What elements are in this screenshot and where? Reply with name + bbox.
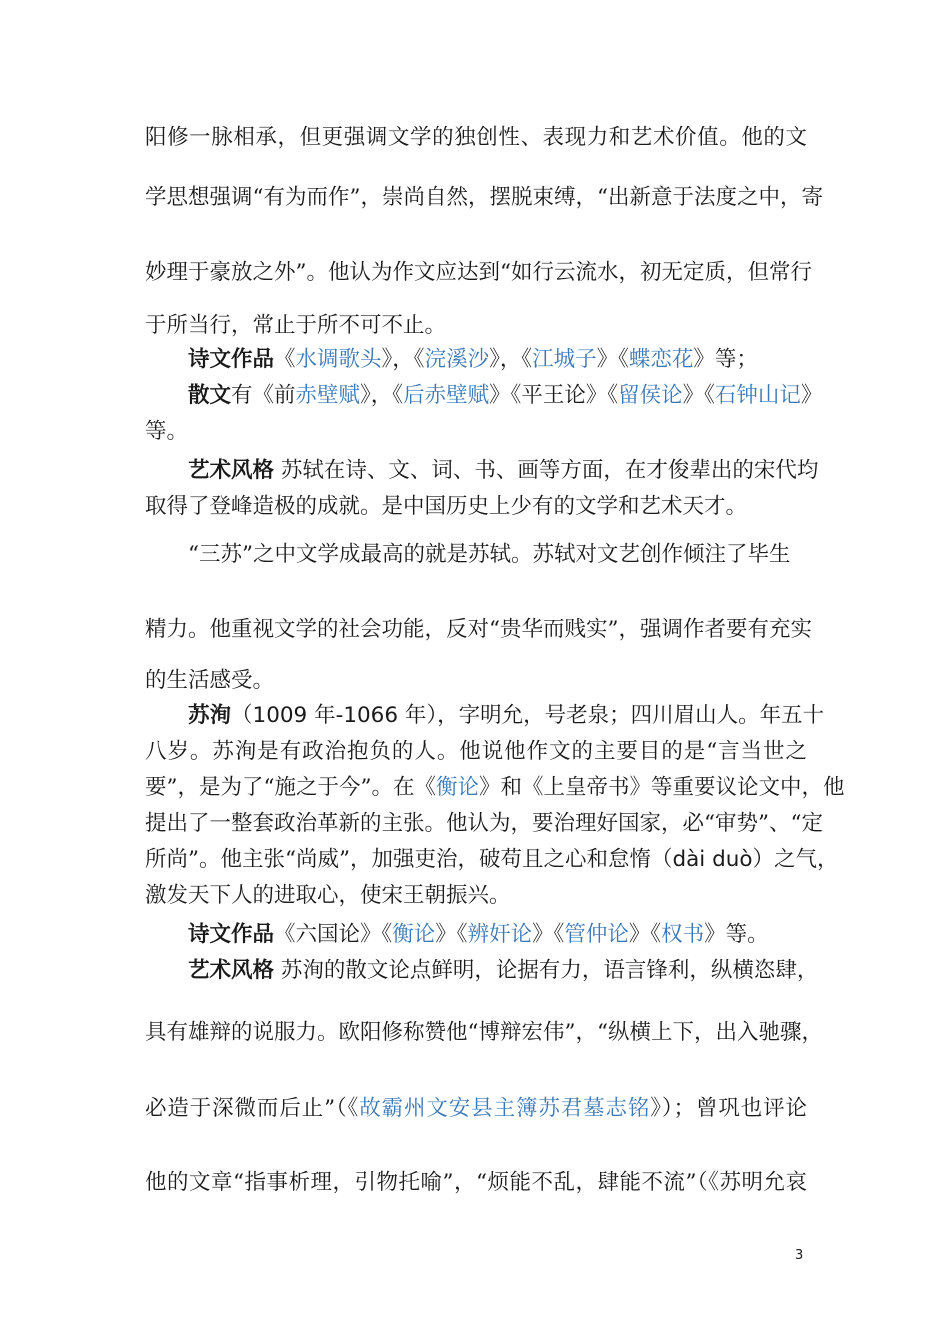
work-link[interactable]: 辨奸论 xyxy=(467,922,533,947)
section-label: 诗文作品 xyxy=(188,347,275,372)
section-label: 艺术风格 xyxy=(188,958,275,983)
text: 》《 xyxy=(628,922,662,947)
section-label: 散文 xyxy=(188,383,232,408)
text: 苏洵的散文论点鲜明，论据有力，语言锋利，纵横恣肆， xyxy=(280,958,819,983)
text: 有《前 xyxy=(231,383,296,408)
text-line: “三苏”之中文学成最高的就是苏轼。苏轼对文艺创作倾注了毕生 xyxy=(188,542,791,567)
prose-works-line xyxy=(188,381,823,411)
style-line xyxy=(188,956,819,986)
work-link[interactable]: 留侯论 xyxy=(618,383,683,408)
text-line: 等。 xyxy=(145,419,189,444)
text-line: 激发天下人的进取心，使宋王朝振兴。 xyxy=(145,883,511,908)
text: 所尚”。他主张“尚威”，加强吏治，破苟且之心和怠惰（ xyxy=(145,847,673,872)
text: 》《 xyxy=(532,922,565,947)
text-line: 提出了一整套政治革新的主张。他认为，要治理好国家，必“审势”、“定 xyxy=(145,811,823,836)
text-line: 的生活感受。 xyxy=(145,668,275,693)
work-link[interactable]: 蝶恋花 xyxy=(628,347,694,372)
text-line xyxy=(145,773,845,803)
text: 》，《 xyxy=(489,347,533,372)
work-link[interactable]: 衡论 xyxy=(392,922,436,947)
section-label: 诗文作品 xyxy=(188,922,275,947)
pinyin: dài duò xyxy=(672,847,753,872)
work-link[interactable]: 衡论 xyxy=(435,775,479,800)
work-link[interactable]: 浣溪沙 xyxy=(424,347,490,372)
text: 》等。 xyxy=(704,922,769,947)
text: 》《平王论》《 xyxy=(489,383,619,408)
work-link[interactable]: 水调歌头 xyxy=(295,347,382,372)
text-line: 八岁。苏洵是有政治抱负的人。他说他作文的主要目的是“言当世之 xyxy=(145,739,807,764)
text: 苏轼在诗、文、词、书、画等方面，在才俊辈出的宋代均 xyxy=(280,458,819,483)
style-line xyxy=(188,456,819,486)
suxun-line xyxy=(188,701,825,731)
text: 》，《 xyxy=(360,383,404,408)
work-link[interactable]: 石钟山记 xyxy=(714,383,801,408)
text: 》《 xyxy=(435,922,468,947)
poetry-works-line xyxy=(188,920,807,950)
text-line: 取得了登峰造极的成就。是中国历史上少有的文学和艺术天才。 xyxy=(145,494,748,519)
text: ，字明允，号老泉；四川眉山人。年五十 xyxy=(437,703,825,728)
text-line: 阳修一脉相承，但更强调文学的独创性、表现力和艺术价值。他的文 xyxy=(145,125,807,150)
text-line: 具有雄辩的说服力。欧阳修称赞他“博辩宏伟”，“纵横上下，出入驰骤， xyxy=(145,1020,823,1045)
text: 《 xyxy=(274,347,296,372)
work-link[interactable]: 故霸州文安县主簿苏君墓志铭 xyxy=(359,1096,651,1121)
text-line xyxy=(145,845,839,875)
work-link[interactable]: 赤壁赋 xyxy=(295,383,361,408)
work-link[interactable]: 管仲论 xyxy=(564,922,629,947)
text: 必造于深微而后止”（《 xyxy=(145,1096,360,1121)
text-line: 学思想强调“有为而作”，崇尚自然，摆脱束缚，“出新意于法度之中，寄 xyxy=(145,185,823,210)
text: 要”，是为了“施之于今”。在《 xyxy=(145,775,436,800)
text: 》《 xyxy=(682,383,715,408)
work-link[interactable]: 江城子 xyxy=(532,347,597,372)
poetry-works-line xyxy=(188,345,807,375)
section-label: 艺术风格 xyxy=(188,458,275,483)
person-name: 苏洵 xyxy=(188,703,232,728)
page-number: 3 xyxy=(795,1248,804,1263)
text: 》 xyxy=(800,383,823,408)
text-line: 他的文章“指事析理，引物托喻”，“烦能不乱，肆能不流”（《苏明允哀 xyxy=(145,1170,807,1195)
dates: （1009 年-1066 年） xyxy=(231,703,438,728)
text: 》《 xyxy=(596,347,629,372)
text: ）之气， xyxy=(752,847,839,872)
work-link[interactable]: 权书 xyxy=(661,922,705,947)
text: 》等； xyxy=(693,347,758,372)
text-line: 精力。他重视文学的社会功能，反对“贵华而贱实”，强调作者要有充实 xyxy=(145,617,812,642)
text: 》和《上皇帝书》等重要议论文中，他 xyxy=(479,775,845,800)
text: 》）；曾巩也评论 xyxy=(650,1096,807,1121)
text: 》，《 xyxy=(381,347,425,372)
text-line xyxy=(145,1094,807,1124)
text-line: 妙理于豪放之外”。他认为作文应达到“如行云流水，初无定质，但常行 xyxy=(145,260,812,285)
work-link[interactable]: 后赤壁赋 xyxy=(403,383,490,408)
text: 《六国论》《 xyxy=(274,922,393,947)
text-line: 于所当行，常止于所不可不止。 xyxy=(145,313,447,338)
